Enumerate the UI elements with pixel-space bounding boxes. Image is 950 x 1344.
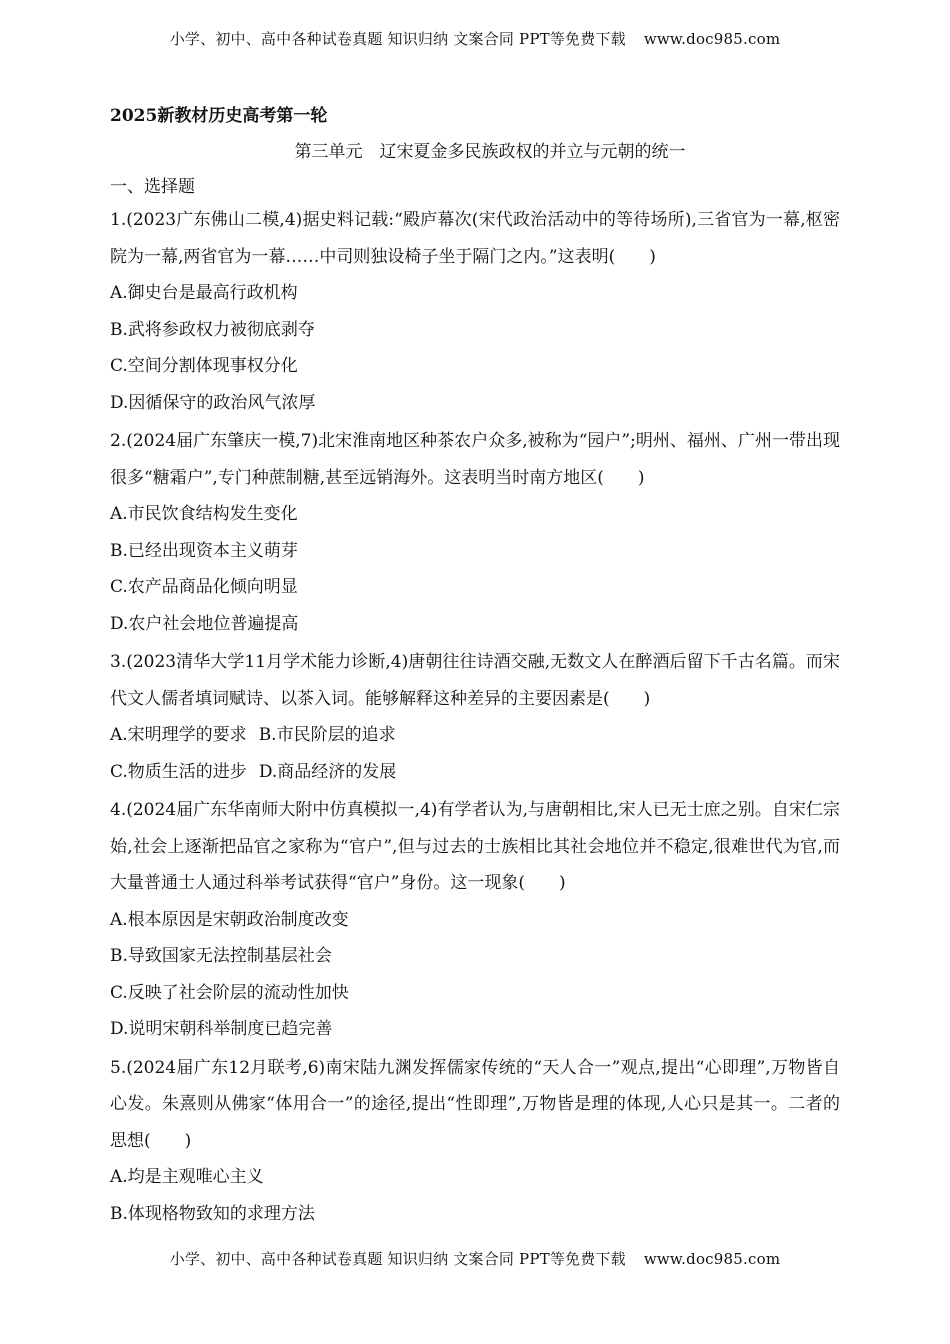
option-d: D.商品经济的发展 [258,761,397,782]
question-5 [110,1050,840,1233]
option-c: C.物质生活的进步 [110,761,247,782]
option-b: B.市民阶层的追求 [258,725,396,745]
option-c: C.空间分割体现事权分化 [110,356,298,376]
option-a: A.市民饮食结构发生变化 [110,504,298,524]
option-c: C.农产品商品化倾向明显 [110,577,298,597]
question-stem: 4.(2024届广东华南师大附中仿真模拟一,4)有学者认为,与唐朝相比,宋人已无士庶之别。自宋仁宗始,社会上逐渐把品官之家称为“官户”,但与过去的士族相比其社会地位并不稳定,很难世代为官,而大量普通士人通过科举考试获得“官户”身份。这一现象( ) [110,800,840,893]
option-b: B.导致国家无法控制基层社会 [110,946,332,966]
section-heading: 一、选择题 [110,177,195,197]
header-text: 小学、初中、高中各种试卷真题 知识归纳 文案合同 PPT等免费下载 [169,30,626,48]
question-stem: 5.(2024届广东12月联考,6)南宋陆九渊发挥儒家传统的“天人合一”观点,提出“心即理”,万物皆自心发。朱熹则从佛家“体用合一”的途径,提出“性即理”,万物皆是理的体现,人心只是其一。二者的思想( ) [110,1057,840,1151]
option-row [110,717,840,754]
option-d: D.说明宋朝科举制度已趋完善 [110,1019,333,1039]
option-a: A.御史台是最高行政机构 [110,283,298,303]
unit-title: 第三单元 辽宋夏金多民族政权的并立与元朝的统一 [294,142,686,162]
header-site-link[interactable]: www.doc985.com [643,30,781,48]
question-stem: 2.(2024届广东肇庆一模,7)北宋淮南地区种茶农户众多,被称为“园户”;明州、福州、广州一带出现很多“糖霜户”,专门种蔗制糖,甚至远销海外。这表明当时南方地区( ) [110,431,840,488]
footer-site-link[interactable]: www.doc985.com [643,1250,781,1268]
footer-text: 小学、初中、高中各种试卷真题 知识归纳 文案合同 PPT等免费下载 [169,1250,626,1268]
question-4 [110,792,840,1048]
option-b: B.武将参政权力被彻底剥夺 [110,319,315,340]
option-a: A.宋明理学的要求 [110,725,247,745]
option-d: D.因循保守的政治风气浓厚 [110,392,316,413]
option-c: C.反映了社会阶层的流动性加快 [110,982,349,1003]
page-footer [0,1248,950,1269]
document-title: 2025新教材历史高考第一轮 [110,106,328,126]
question-stem: 1.(2023广东佛山二模,4)据史料记载:“殿庐幕次(宋代政治活动中的等待场所),三省官为一幕,枢密院为一幕,两省官为一幕……中司则独设椅子坐于隔门之内。”这表明( ) [110,210,840,267]
option-d: D.农户社会地位普遍提高 [110,613,299,634]
question-1 [110,202,840,421]
option-a: A.均是主观唯心主义 [110,1167,264,1187]
question-stem: 3.(2023清华大学11月学术能力诊断,4)唐朝往往诗酒交融,无数文人在醉酒后留下千古名篇。而宋代文人儒者填词赋诗、以茶入词。能够解释这种差异的主要因素是( ) [110,652,840,709]
option-b: B.已经出现资本主义萌芽 [110,540,298,561]
page-header [0,28,950,49]
option-b: B.体现格物致知的求理方法 [110,1203,315,1224]
option-a: A.根本原因是宋朝政治制度改变 [110,909,349,930]
question-3 [110,644,840,790]
option-row [110,754,840,791]
document-body [110,103,840,1232]
question-2 [110,423,840,642]
